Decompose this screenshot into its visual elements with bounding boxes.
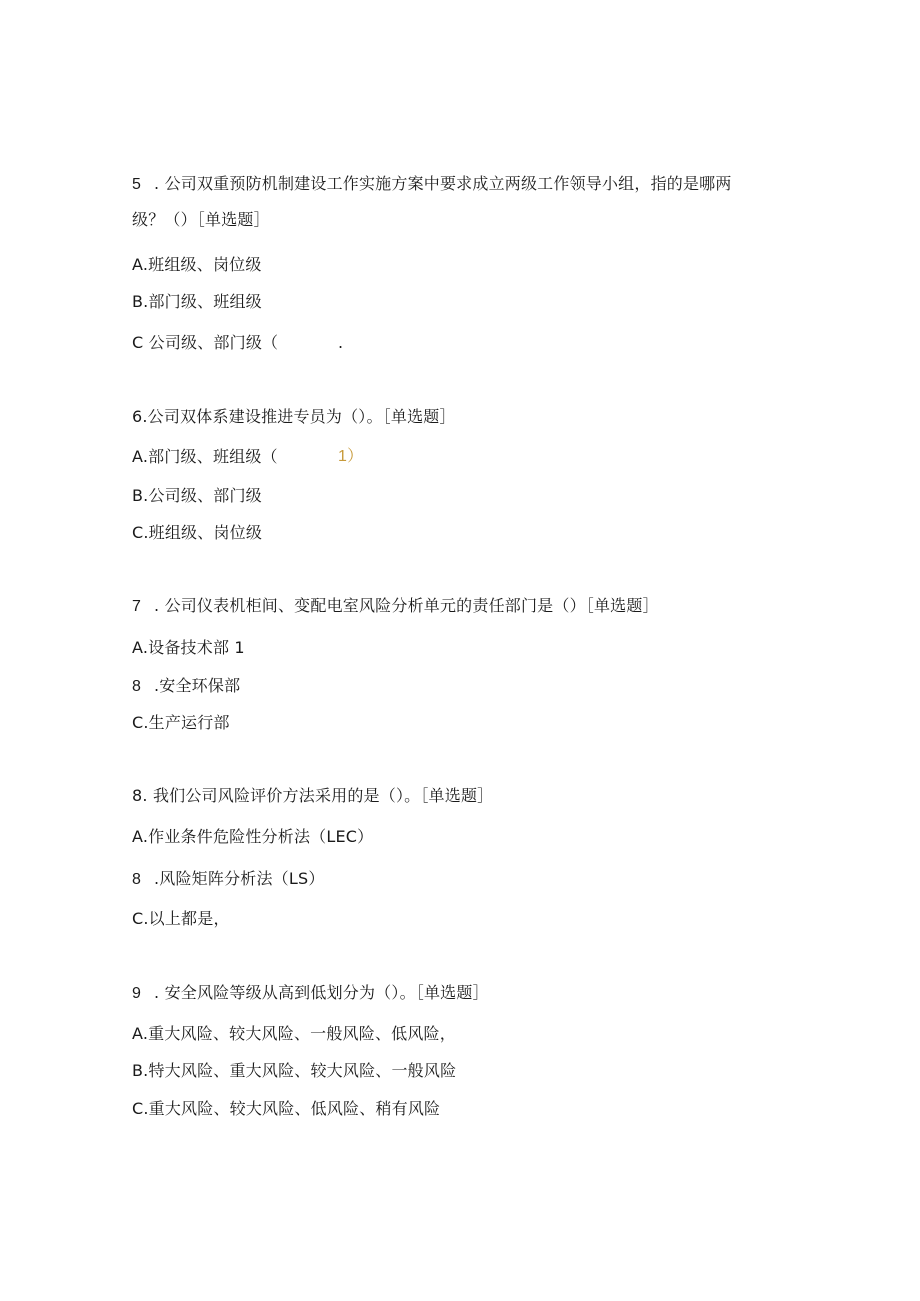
question-6-option-a: A.部门级、班组级（ bbox=[132, 447, 278, 466]
question-5-option-c-tail: . bbox=[338, 333, 344, 352]
option-text: .风险矩阵分析法（LS） bbox=[154, 869, 325, 888]
question-7-stem bbox=[132, 596, 659, 617]
question-6-option-b: B.公司级、部门级 bbox=[132, 486, 262, 505]
question-9-option-c: C.重大风险、较大风险、低风险、稍有风险 bbox=[132, 1099, 441, 1118]
question-8-stem: 8. 我们公司风险评价方法采用的是（）。［单选题］ bbox=[132, 786, 494, 805]
question-text: . 安全风险等级从高到低划分为（）。［单选题］ bbox=[154, 983, 489, 1002]
question-7-option-c: C.生产运行部 bbox=[132, 713, 230, 732]
question-5-stem-line2: 级？（）［单选题］ bbox=[132, 210, 270, 229]
question-text: . 公司双重预防机制建设工作实施方案中要求成立两级工作领导小组，指的是哪两 bbox=[154, 174, 732, 193]
question-6-stem: 6.公司双体系建设推进专员为（）。［单选题］ bbox=[132, 407, 456, 426]
question-7-option-b bbox=[132, 676, 240, 697]
question-number: 9 bbox=[132, 985, 142, 1002]
option-text: .安全环保部 bbox=[154, 676, 241, 695]
question-6-answer-mark: 1） bbox=[338, 448, 364, 465]
option-number: 8 bbox=[132, 871, 142, 888]
question-5-option-b: B.部门级、班组级 bbox=[132, 292, 262, 311]
question-5-stem-line1 bbox=[132, 174, 732, 195]
question-9-option-b: B.特大风险、重大风险、较大风险、一般风险 bbox=[132, 1061, 457, 1080]
question-6-option-c: C.班组级、岗位级 bbox=[132, 523, 263, 542]
question-7-option-a: A.设备技术部 1 bbox=[132, 638, 245, 657]
question-8-option-c: C.以上都是， bbox=[132, 909, 230, 928]
question-9-stem bbox=[132, 983, 489, 1004]
question-8-option-a: A.作业条件危险性分析法（LEC） bbox=[132, 827, 374, 846]
question-9-option-a: A.重大风险、较大风险、一般风险、低风险， bbox=[132, 1024, 456, 1043]
question-5-option-c: C 公司级、部门级（ bbox=[132, 333, 279, 352]
question-5-option-a: A.班组级、岗位级 bbox=[132, 255, 262, 274]
question-number: 5 bbox=[132, 176, 142, 193]
question-8-option-b bbox=[132, 869, 325, 890]
option-number: 8 bbox=[132, 678, 142, 695]
question-number: 7 bbox=[132, 598, 142, 615]
question-text: . 公司仪表机柜间、变配电室风险分析单元的责任部门是（）［单选题］ bbox=[154, 596, 659, 615]
